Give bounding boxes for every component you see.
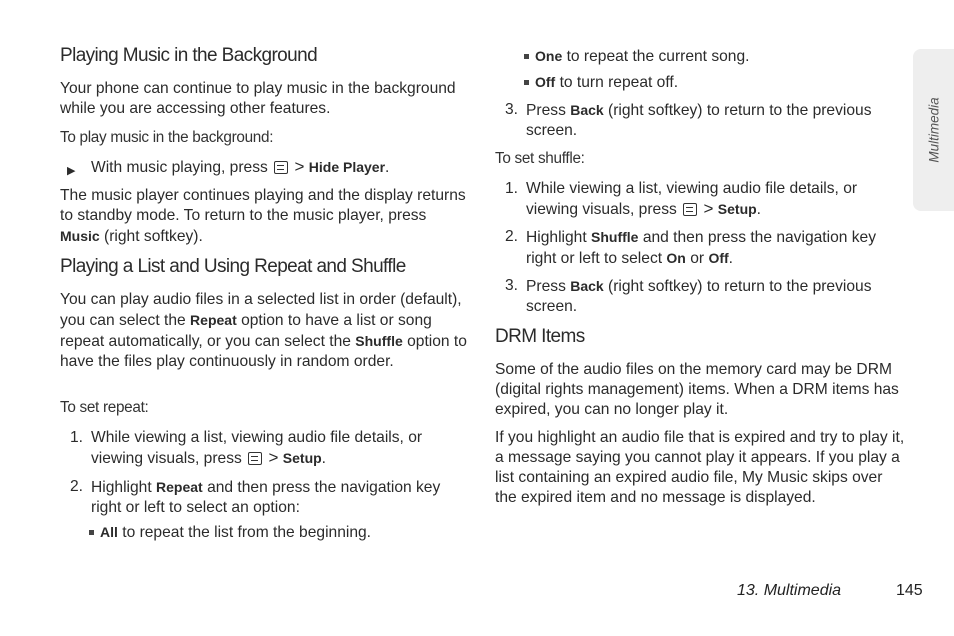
paragraph-player-continues: The music player continues playing and the display returns to standby mode. To return to the music player, press Music (right softkey). [60,187,466,245]
heading-repeat-shuffle: Playing a List and Using Repeat and Shuffle [60,256,406,277]
paragraph-drm-expired: If you highlight an audio file that is expired and try to play it, a message saying you cannot play it appears. If you play a list containing an expired audio file, My Music skips over the expired item and no message is displayed. [495,429,905,506]
option-one: One to repeat the current song. [524,46,934,67]
square-bullet-icon [524,80,529,85]
paragraph-background-intro: Your phone can continue to play music in the background while you are accessing other features. [60,80,456,117]
square-bullet-icon [89,530,94,535]
heading-playing-background: Playing Music in the Background [60,45,318,66]
section-tab [913,49,954,211]
arrow-bullet-icon: ▶ [67,165,76,177]
menu-key-icon [683,203,697,216]
paragraph-repeat-shuffle: You can play audio files in a selected list in order (default), you can select the Repeat option to have a list or song repeat automatically, or you can select the Shuffle option to have the files play continuously in random order. [60,291,467,370]
option-off: Off to turn repeat off. [524,72,934,93]
subheading-set-shuffle: To set shuffle: [495,150,585,167]
menu-key-icon [274,161,288,174]
section-tab-label: Multimedia [926,97,941,163]
option-all: All to repeat the list from the beginning. [89,522,499,543]
paragraph-drm-intro: Some of the audio files on the memory card may be DRM (digital rights management) items. When a DRM items has expired, you can no longer play it. [495,361,899,418]
page-number: 145 [896,582,923,599]
menu-key-icon [248,452,262,465]
heading-drm-items: DRM Items [495,326,585,347]
footer-section: 13. Multimedia [737,582,842,599]
square-bullet-icon [524,54,529,59]
subheading-play-background: To play music in the background: [60,129,274,146]
subheading-set-repeat: To set repeat: [60,399,149,416]
